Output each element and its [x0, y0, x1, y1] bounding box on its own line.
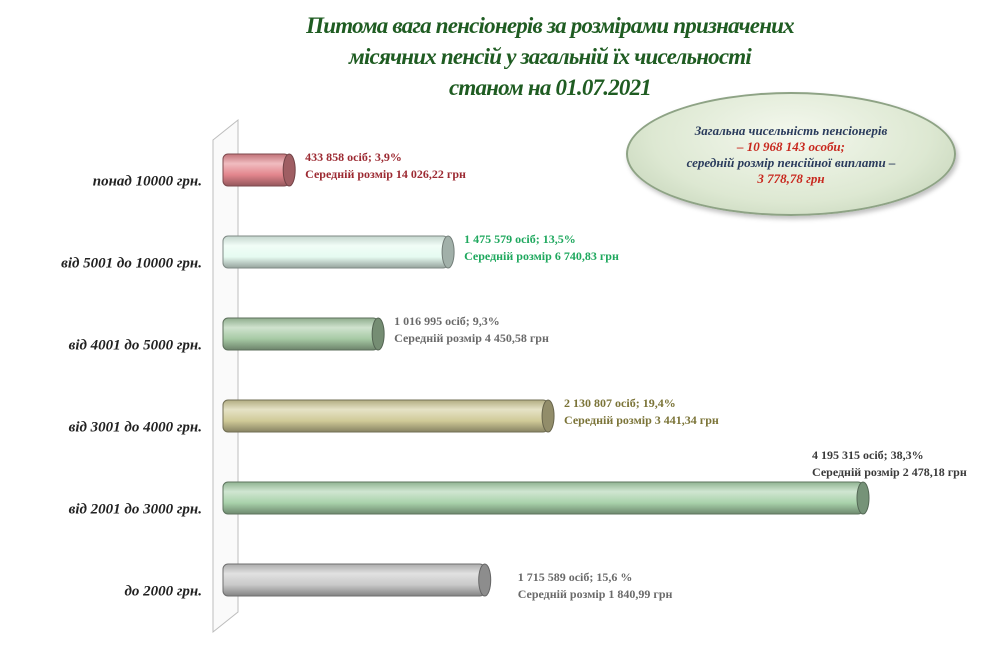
bar-body: [223, 318, 378, 350]
data-label: [464, 231, 619, 265]
data-label-average: Середній розмір 14 026,22 грн: [305, 167, 466, 181]
summary-line-3: середній розмір пенсійної виплати –: [686, 155, 896, 170]
data-label-average: Середній розмір 4 450,58 грн: [394, 331, 549, 345]
data-label-average: Середній розмір 1 840,99 грн: [517, 587, 673, 601]
bars-group: [223, 154, 869, 596]
data-label: [564, 395, 719, 429]
bar-3: [223, 318, 384, 350]
data-label-count: 4 195 315 осіб; 38,3%: [812, 448, 924, 462]
bar-end-cap: [479, 564, 491, 596]
data-label-count: 1 715 589 осіб; 15,6 %: [517, 570, 633, 584]
bar-end-cap: [372, 318, 384, 350]
bar-4: [223, 400, 554, 432]
axis-wall-face: [213, 120, 238, 632]
summary-average: 3 778,78 грн: [757, 171, 825, 186]
data-label-count: 2 130 807 осіб; 19,4%: [564, 396, 676, 410]
bar-end-cap: [442, 236, 454, 268]
bar-body: [223, 400, 548, 432]
bar-1: [223, 154, 295, 186]
category-label: від 2001 до 3000 грн.: [68, 501, 202, 518]
data-label-average: Середній розмір 3 441,34 грн: [564, 413, 719, 427]
summary-line-1: Загальна чисельність пенсіонерів: [694, 123, 888, 138]
title-line-3: станом на 01.07.2021: [448, 75, 652, 100]
bar-end-cap: [857, 482, 869, 514]
title-line-2: місячних пенсій у загальній їх чисельності: [349, 44, 751, 69]
data-label: [812, 447, 967, 481]
axis-wall: [213, 120, 238, 632]
bar-body: [223, 482, 863, 514]
bar-2: [223, 236, 454, 268]
bar-5: [223, 482, 869, 514]
category-label: понад 10000 грн.: [92, 173, 202, 190]
title-line-1: Питома вага пенсіонерів за розмірами призначених: [306, 13, 794, 38]
data-label-average: Середній розмір 6 740,83 грн: [464, 249, 619, 263]
data-label-count: 1 475 579 осіб; 13,5%: [464, 232, 576, 246]
data-label: [518, 569, 673, 603]
bar-body: [223, 236, 448, 268]
data-label-count: 433 858 осіб; 3,9%: [305, 150, 402, 164]
category-label: від 3001 до 4000 грн.: [68, 419, 202, 436]
data-label-average: Середній розмір 2 478,18 грн: [812, 465, 967, 479]
category-label: до 2000 грн.: [124, 583, 202, 600]
bar-end-cap: [283, 154, 295, 186]
data-label: [305, 149, 466, 183]
bar-end-cap: [542, 400, 554, 432]
category-label: від 4001 до 5000 грн.: [68, 337, 202, 354]
summary-total-count: – 10 968 143 особи;: [737, 139, 845, 154]
data-label-count: 1 016 995 осіб; 9,3%: [394, 314, 500, 328]
bar-6: [223, 564, 491, 596]
data-label: [394, 313, 549, 347]
bar-body: [223, 154, 289, 186]
bar-body: [223, 564, 485, 596]
category-label: від 5001 до 10000 грн.: [61, 255, 202, 272]
